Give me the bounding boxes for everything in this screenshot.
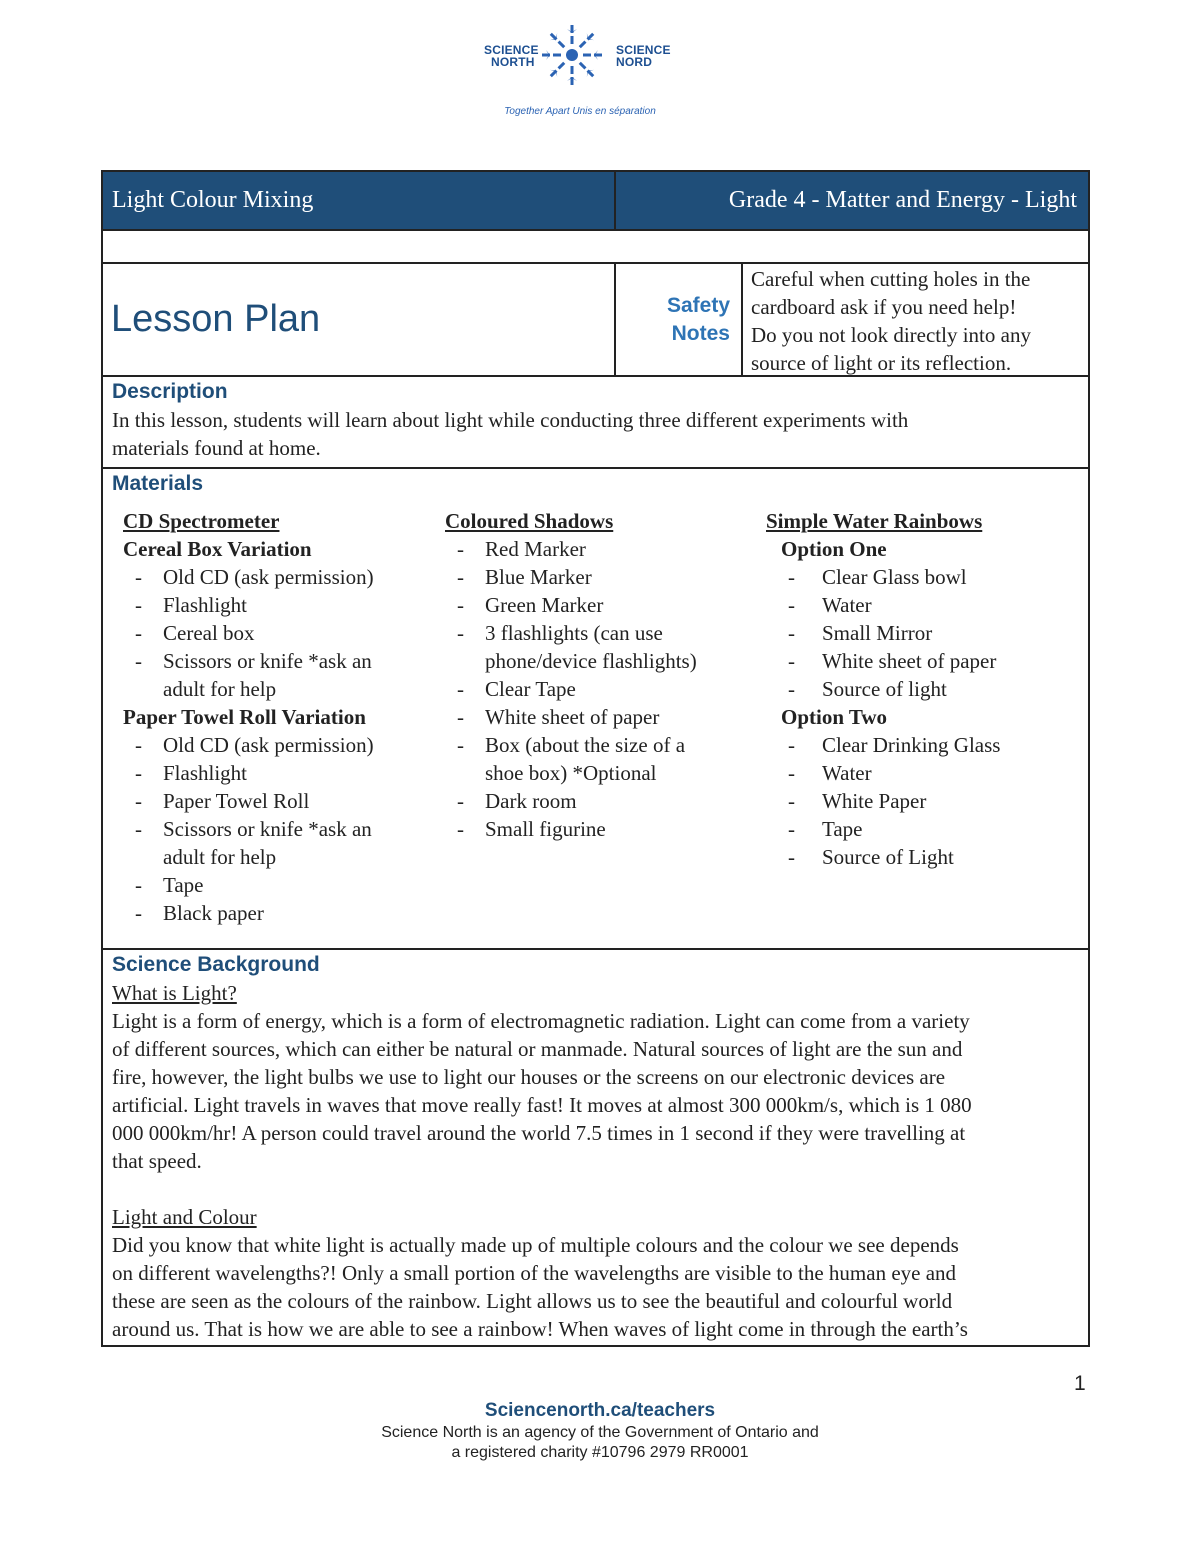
science-background-section (103, 950, 1088, 1343)
list-item: - Source of light (788, 677, 947, 701)
safety-line: Do you not look directly into any (751, 323, 1031, 347)
materials-heading: Materials (112, 472, 204, 495)
logo-text-right-top: SCIENCE (616, 43, 671, 57)
list-item-cont: phone/device flashlights) (485, 649, 697, 673)
list-item: - Old CD (ask permission) (135, 565, 374, 589)
list-item: - Blue Marker (457, 565, 592, 589)
spacer (112, 1175, 1079, 1203)
lesson-title: Light Colour Mixing (103, 172, 616, 229)
list-item: - White sheet of paper (457, 705, 660, 729)
lesson-plan-title: Lesson Plan (103, 264, 616, 375)
list-item: - Flashlight (135, 593, 248, 617)
list-item: - White sheet of paper (788, 649, 997, 673)
safety-line: source of light or its reflection. (751, 351, 1012, 375)
list-item: - Box (about the size of a (457, 733, 686, 757)
safety-notes-label (616, 264, 743, 375)
paragraph-line: these are seen as the colours of the rainbow. Light allows us to see the beautiful and colourful world (112, 1289, 953, 1313)
cd-spectrometer-heading: CD Spectrometer (123, 509, 280, 533)
paragraph-line: Light is a form of energy, which is a form of electromagnetic radiation. Light can come from a variety (112, 1009, 970, 1033)
list-item: - Scissors or knife *ask an (135, 817, 372, 841)
list-item: - Paper Towel Roll (135, 789, 310, 813)
list-item: - Source of Light (788, 845, 954, 869)
paper-towel-heading: Paper Towel Roll Variation (123, 705, 366, 729)
notes-label: Notes (671, 322, 730, 345)
what-is-light-subheading: What is Light? (112, 981, 237, 1005)
logo-tagline: Together Apart Unis en séparation (504, 106, 656, 117)
footer (0, 1399, 1200, 1463)
list-item: - Green Marker (457, 593, 604, 617)
science-north-logo (482, 22, 678, 120)
paragraph-line: on different wavelengths?! Only a small portion of the wavelengths are visible to the human eye and (112, 1261, 957, 1285)
logo-text-left-bottom: NORTH (491, 55, 535, 69)
option-one-heading: Option One (781, 537, 887, 561)
paragraph-line: 000 000km/hr! A person could travel around the world 7.5 times in 1 second if they were travelling at (112, 1121, 966, 1145)
list-item: - Black paper (135, 901, 264, 925)
safety-line: cardboard ask if you need help! (751, 295, 1017, 319)
science-background-heading: Science Background (112, 953, 320, 976)
list-item: - Clear Drinking Glass (788, 733, 1001, 757)
description-heading: Description (112, 380, 228, 403)
paragraph-line: fire, however, the light bulbs we use to light our houses or the screens on our electronic devices are (112, 1065, 946, 1089)
list-item: - Small Mirror (788, 621, 933, 645)
lesson-document (101, 170, 1090, 1347)
paragraph-line: Did you know that white light is actually made up of multiple colours and the colour we see depends (112, 1233, 959, 1257)
list-item: - White Paper (788, 789, 927, 813)
list-item: - Tape (135, 873, 204, 897)
coloured-shadows-column (445, 507, 745, 843)
header-bar (103, 172, 1088, 231)
list-item-cont: shoe box) *Optional (485, 761, 657, 785)
list-item: - 3 flashlights (can use (457, 621, 663, 645)
water-rainbows-column (766, 507, 1076, 871)
description-section (103, 377, 1088, 469)
list-item: - Scissors or knife *ask an (135, 649, 372, 673)
water-rainbows-heading: Simple Water Rainbows (766, 509, 983, 533)
coloured-shadows-heading: Coloured Shadows (445, 509, 614, 533)
list-item: - Tape (788, 817, 863, 841)
list-item: - Small figurine (457, 817, 606, 841)
safety-label: Safety (666, 294, 730, 317)
list-item: - Cereal box (135, 621, 255, 645)
safety-line: Careful when cutting holes in the (751, 267, 1031, 291)
page-number: 1 (1074, 1372, 1086, 1395)
list-item-cont: adult for help (163, 845, 277, 869)
cd-spectrometer-column (123, 507, 423, 927)
snowflake-icon (532, 22, 612, 88)
footer-line: Science North is an agency of the Government of Ontario and (381, 1424, 819, 1441)
cereal-box-heading: Cereal Box Variation (123, 537, 312, 561)
paragraph-line: around us. That is how we are able to see a rainbow! When waves of light come in through the earth’s (112, 1317, 968, 1341)
list-item: - Clear Tape (457, 677, 576, 701)
list-item: - Flashlight (135, 761, 248, 785)
paragraph-line: of different sources, which can either be natural or manmade. Natural sources of light are the sun and (112, 1037, 963, 1061)
description-line: In this lesson, students will learn about light while conducting three different experiments with (112, 408, 909, 432)
logo-text-left-top: SCIENCE (484, 43, 539, 57)
materials-section (103, 469, 1088, 950)
list-item-cont: adult for help (163, 677, 277, 701)
footer-line: a registered charity #10796 2979 RR0001 (451, 1444, 749, 1461)
paragraph-line: that speed. (112, 1149, 202, 1173)
description-line: materials found at home. (112, 436, 321, 460)
list-item: - Dark room (457, 789, 577, 813)
blank-row (103, 231, 1088, 264)
sciencenorth-teachers-link[interactable]: Sciencenorth.ca/teachers (484, 1400, 716, 1421)
safety-notes-text (743, 264, 1088, 375)
list-item: - Water (788, 593, 872, 617)
paragraph-line: artificial. Light travels in waves that move really fast! It moves at almost 300 000km/s, which is 1 080 (112, 1093, 972, 1117)
logo-text-right-bottom: NORD (616, 55, 653, 69)
table-bottom-border (101, 1345, 1090, 1347)
list-item: - Old CD (ask permission) (135, 733, 374, 757)
list-item: - Clear Glass bowl (788, 565, 967, 589)
option-two-heading: Option Two (781, 705, 888, 729)
grade-label: Grade 4 - Matter and Energy - Light (728, 187, 1077, 213)
list-item: - Red Marker (457, 537, 586, 561)
lesson-plan-row (103, 264, 1088, 377)
light-and-colour-subheading: Light and Colour (112, 1205, 257, 1229)
list-item: - Water (788, 761, 872, 785)
